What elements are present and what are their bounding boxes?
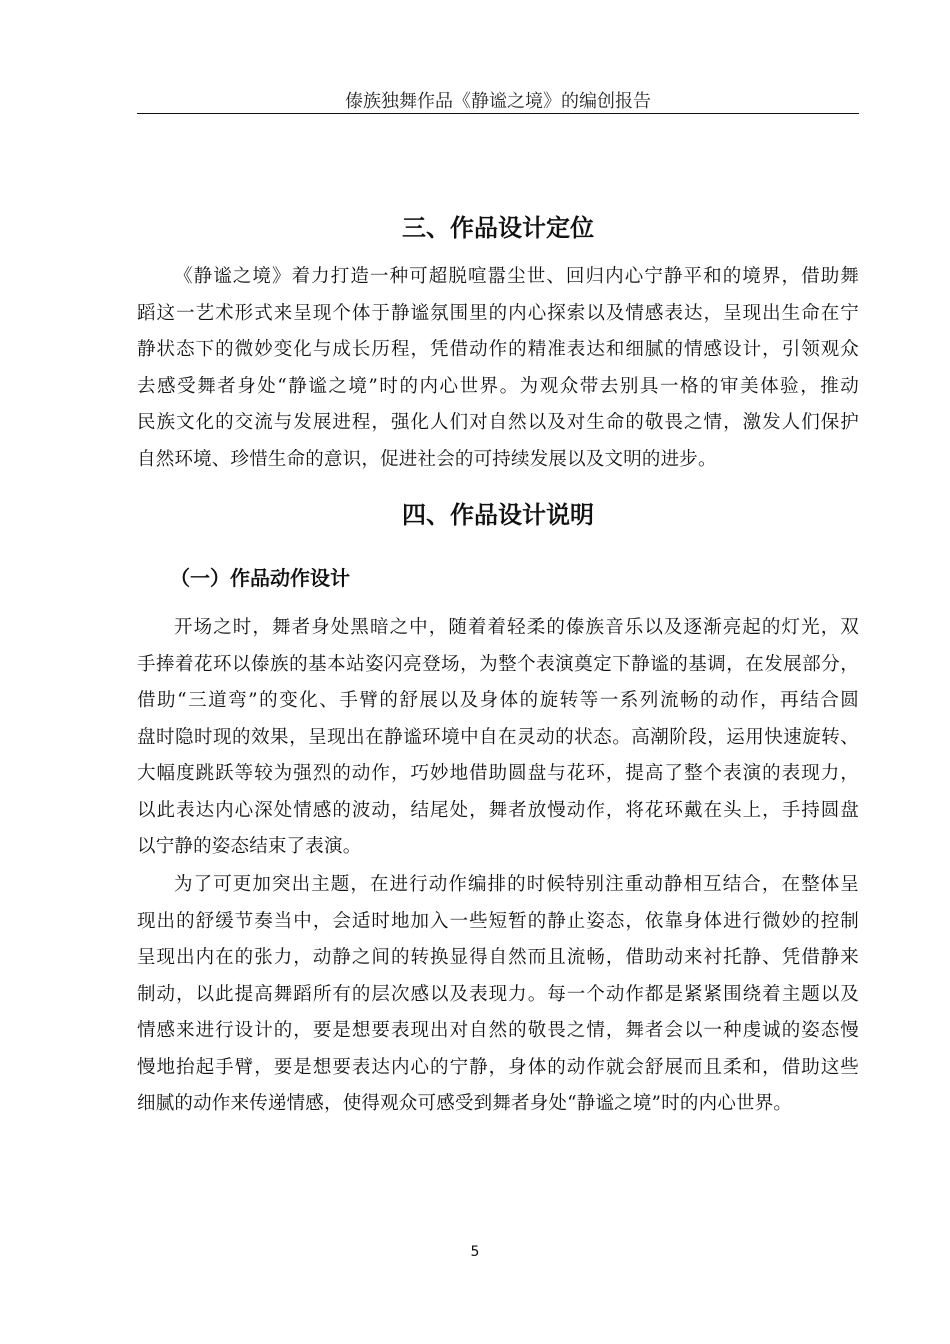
text-line: 慢地抬起手臂，要是想要表达内心的宁静，身体的动作就会舒展而且柔和，借助这些 (137, 1056, 859, 1078)
text-line: 大幅度跳跃等较为强烈的动作，巧妙地借助圆盘与花环，提高了整个表演的表现力， (137, 763, 859, 784)
text-line: 手捧着花环以傣族的基本站姿闪亮登场，为整个表演奠定下静谧的基调，在发展部分， (137, 653, 859, 675)
text-line: 借助“三道弯”的变化、手臂的舒展以及身体的旋转等一系列流畅的动作，再结合圆 (137, 690, 859, 711)
paragraph-movement-design-1 (137, 610, 859, 866)
header-rule (137, 113, 859, 114)
paragraph-movement-design-2 (137, 867, 859, 1123)
section-heading-design-positioning: 三、作品设计定位 (402, 214, 594, 242)
text-line: 盘时隐时现的效果，呈现出在静谧环境中自在灵动的状态。高潮阶段，运用快速旋转、 (137, 726, 859, 748)
text-line: 呈现出内在的张力，动静之间的转换显得自然而且流畅，借助动来衬托静、凭借静来 (137, 947, 859, 968)
text-line: 开场之时，舞者身处黑暗之中，随着着轻柔的傣族音乐以及逐渐亮起的灯光，双 (174, 617, 859, 638)
text-line: 制动，以此提高舞蹈所有的层次感以及表现力。每一个动作都是紧紧围绕着主题以及 (137, 983, 859, 1005)
subsection-heading-movement-design: （一）作品动作设计 (170, 566, 350, 590)
text-line: 为了可更加突出主题，在进行动作编排的时候特别注重动静相互结合，在整体呈 (174, 874, 859, 895)
text-line: 《静谧之境》着力打造一种可超脱喧嚣尘世、回归内心宁静平和的境界，借助舞 (174, 266, 859, 287)
text-line: 静状态下的微妙变化与成长历程，凭借动作的精准表达和细腻的情感设计，引领观众 (137, 339, 859, 360)
text-line: 自然环境、珍惜生命的意识，促进社会的可持续发展以及文明的进步。 (137, 448, 717, 470)
text-line: 细腻的动作来传递情感，使得观众可感受到舞者身处“静谧之境”时的内心世界。 (137, 1093, 793, 1114)
paragraph-design-positioning (137, 259, 859, 478)
text-line: 以此表达内心深处情感的波动，结尾处，舞者放慢动作，将花环戴在头上，手持圆盘 (137, 799, 859, 821)
text-line: 蹈这一艺术形式来呈现个体于静谧氛围里的内心探索以及情感表达，呈现出生命在宁 (137, 302, 859, 324)
running-header: 傣族独舞作品《静谧之境》的编创报告 (345, 91, 651, 112)
text-line: 民族文化的交流与发展进程，强化人们对自然以及对生命的敬畏之情，激发人们保护 (137, 412, 859, 433)
text-line: 去感受舞者身处“静谧之境”时的内心世界。为观众带去别具一格的审美体验，推动 (137, 375, 859, 397)
page-number: 5 (470, 1244, 480, 1260)
text-line: 现出的舒缓节奏当中，会适时地加入一些短暂的静止姿态，依靠身体进行微妙的控制 (137, 910, 859, 932)
section-heading-design-description: 四、作品设计说明 (402, 501, 594, 529)
text-line: 以宁静的姿态结束了表演。 (137, 836, 362, 857)
text-line: 情感来进行设计的，要是想要表现出对自然的敬畏之情，舞者会以一种虔诚的姿态慢 (137, 1020, 859, 1041)
